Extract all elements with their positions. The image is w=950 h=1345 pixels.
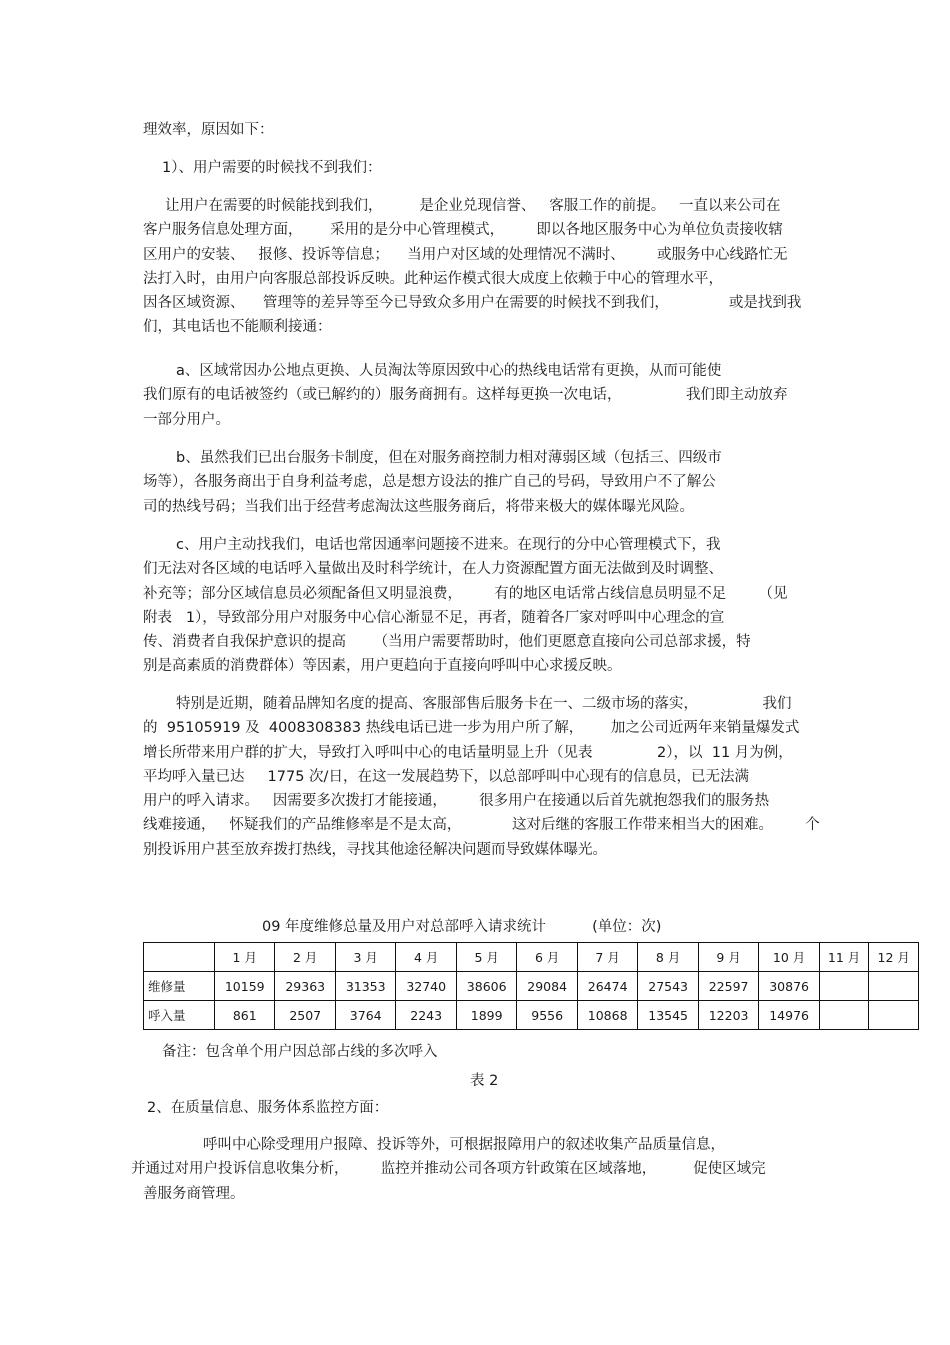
month-header: 9 月 <box>698 943 758 972</box>
text-line: 客户服务信息处理方面， 采用的是分中心管理模式， 即以各地区服务中心为单位负责接收辖 <box>143 222 783 239</box>
table-cell: 27543 <box>638 972 698 1001</box>
table-cell: 31353 <box>335 972 395 1001</box>
section-heading: 1）、用户需要的时候找不到我们： <box>162 160 382 176</box>
table-cell: 38606 <box>456 972 516 1001</box>
table-cell: 861 <box>215 1001 275 1030</box>
paragraph-section2 <box>131 1133 766 1206</box>
table-cell: 2243 <box>396 1001 456 1030</box>
table-cell: 10868 <box>577 1001 637 1030</box>
text-line: 平均呼入量已达 1775 次/日，在这一发展趋势下，以总部呼叫中心现有的信息员，已无法满 <box>143 768 749 785</box>
table-cell: 9556 <box>517 1001 577 1030</box>
section-heading: 2、在质量信息、服务体系监控方面： <box>147 1100 389 1116</box>
table-cell <box>819 1001 869 1030</box>
table-caption: 09 年度维修总量及用户对总部呼入请求统计 (单位：次) <box>262 919 662 935</box>
text-line: 场等），各服务商出于自身利益考虑，总是想方设法的推广自己的号码，导致用户不了解公 <box>143 474 716 491</box>
table-label: 表 2 <box>470 1073 499 1089</box>
text-line: 区用户的安装、 报修、投诉等信息； 当用户对区域的处理情况不满时、 或服务中心线路忙无 <box>143 246 788 263</box>
text-line: 线难接通， 怀疑我们的产品维修率是不是太高， 这对后继的客服工作带来相当大的困难。 个 <box>143 817 820 834</box>
text-line: 一部分用户。 <box>143 411 230 428</box>
month-header: 7 月 <box>577 943 637 972</box>
text-line: 增长所带来用户群的扩大，导致打入呼叫中心的电话量明显上升（见表 2），以 11 月为例， <box>143 744 793 761</box>
table-row <box>144 1001 919 1030</box>
month-header: 5 月 <box>456 943 516 972</box>
text-line: 的 95105919 及 4008308383 热线电话已进一步为用户所了解， 加之公司近两年来销量爆发式 <box>143 720 800 737</box>
table-corner-cell <box>144 943 215 972</box>
text-line: 补充等；部分区域信息员必须配备但又明显浪费， 有的地区电话常占线信息员明显不足 （见 <box>143 585 788 602</box>
paragraph-c <box>143 533 788 679</box>
month-header: 6 月 <box>517 943 577 972</box>
table-cell: 32740 <box>396 972 456 1001</box>
text-line: 法打入时，由用户向客服总部投诉反映。此种运作模式很大成度上依赖于中心的管理水平， <box>143 270 723 287</box>
text-line: 别投诉用户甚至放弃拨打热线，寻找其他途径解决问题而导致媒体曝光。 <box>143 841 607 858</box>
row-header: 维修量 <box>144 972 215 1001</box>
table-row <box>144 972 919 1001</box>
text-line: 理效率，原因如下： <box>143 122 274 138</box>
text-line: 别是高素质的消费群体）等因素，用户更趋向于直接向呼叫中心求援反映。 <box>143 658 622 675</box>
table-cell: 2507 <box>275 1001 335 1030</box>
month-header: 10 月 <box>759 943 819 972</box>
text-line: 附表 1），导致部分用户对服务中心信心渐显不足，再者，随着各厂家对呼叫中心理念的宣 <box>143 609 725 626</box>
text-line: 善服务商管理。 <box>143 1185 245 1202</box>
table-cell: 26474 <box>577 972 637 1001</box>
text-line: 们无法对各区域的电话呼入量做出及时科学统计，在人力资源配置方面无法做到及时调整、 <box>143 561 723 578</box>
row-header: 呼入量 <box>144 1001 215 1030</box>
table-cell: 13545 <box>638 1001 698 1030</box>
text-line: 让用户在需要的时候能找到我们， 是企业兑现信誉、 客服工作的前提。 一直以来公司在 <box>165 198 781 214</box>
table-cell: 10159 <box>215 972 275 1001</box>
stats-table <box>143 942 919 1030</box>
table-cell: 1899 <box>456 1001 516 1030</box>
text-line: b、虽然我们已出台服务卡制度，但在对服务商控制力相对薄弱区域（包括三、四级市 <box>176 450 722 466</box>
table-cell <box>869 972 919 1001</box>
month-header: 12 月 <box>869 943 919 972</box>
paragraph-a <box>143 359 788 432</box>
text-line: a、区域常因办公地点更换、人员淘汰等原因致中心的热线电话常有更换，从而可能使 <box>176 363 722 379</box>
month-header: 8 月 <box>638 943 698 972</box>
table-cell: 14976 <box>759 1001 819 1030</box>
table-cell: 3764 <box>335 1001 395 1030</box>
month-header: 4 月 <box>396 943 456 972</box>
text-line: 并通过对用户投诉信息收集分析， 监控并推动公司各项方针政策在区域落地， 促使区域完 <box>131 1161 766 1178</box>
text-line: 们，其电话也不能顺利接通： <box>143 319 332 336</box>
text-line: 特别是近期，随着品牌知名度的提高、客服部售后服务卡在一、二级市场的落实， 我们 <box>176 696 792 712</box>
paragraph-d <box>143 692 820 862</box>
text-line: c、用户主动找我们，电话也常因通率问题接不进来。在现行的分中心管理模式下，我 <box>176 537 721 553</box>
table-cell <box>819 972 869 1001</box>
paragraph-b <box>143 446 722 519</box>
table-cell: 22597 <box>698 972 758 1001</box>
table-cell: 29363 <box>275 972 335 1001</box>
table-cell: 12203 <box>698 1001 758 1030</box>
text-line: 呼叫中心除受理用户报障、投诉等外，可根据报障用户的叙述收集产品质量信息， <box>203 1137 725 1153</box>
month-header: 2 月 <box>275 943 335 972</box>
text-line: 我们原有的电话被签约（或已解约的）服务商拥有。这样每更换一次电话， 我们即主动放弃 <box>143 387 788 404</box>
text-line: 传、消费者自我保护意识的提高 （当用户需要帮助时，他们更愿意直接向公司总部求援，特 <box>143 634 751 651</box>
table-cell <box>869 1001 919 1030</box>
month-header: 11 月 <box>819 943 869 972</box>
month-header: 3 月 <box>335 943 395 972</box>
table-cell: 30876 <box>759 972 819 1001</box>
text-line: 用户的呼入请求。 因需要多次拨打才能接通， 很多用户在接通以后首先就抱怨我们的服务热 <box>143 793 770 810</box>
month-header: 1 月 <box>215 943 275 972</box>
table-header-row <box>144 943 919 972</box>
paragraph-intro <box>143 194 801 340</box>
text-line: 因各区域资源、 管理等的差异等至今已导致众多用户在需要的时候找不到我们， 或是找到我 <box>143 295 802 312</box>
text-line: 司的热线号码；当我们出于经营考虑淘汰这些服务商后，将带来极大的媒体曝光风险。 <box>143 498 694 515</box>
table-cell: 29084 <box>517 972 577 1001</box>
table-note: 备注：包含单个用户因总部占线的多次呼入 <box>162 1044 438 1060</box>
